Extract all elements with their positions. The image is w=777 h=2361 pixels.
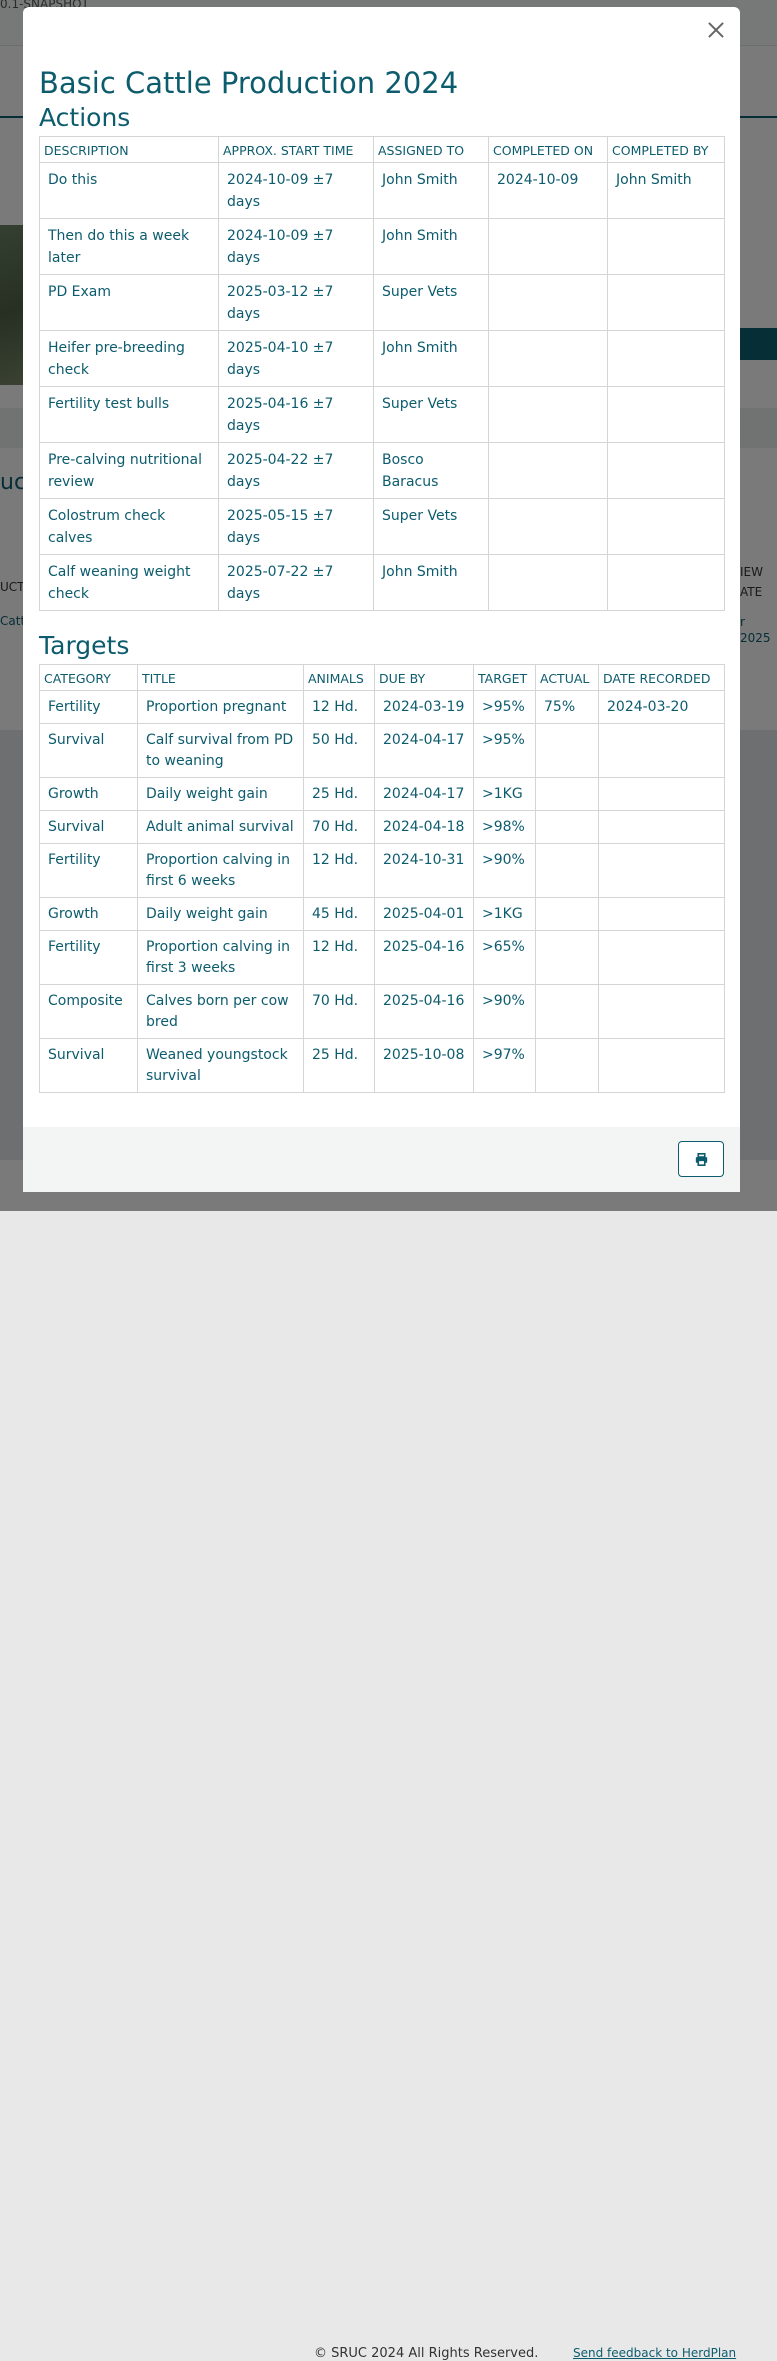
- targets-cell: >98%: [474, 811, 536, 844]
- feedback-link: Send feedback to HerdPlan: [573, 2346, 737, 2360]
- actions-cell: John Smith: [374, 163, 489, 219]
- actions-cell: Calf weaning weight check: [40, 555, 219, 611]
- targets-cell: [536, 844, 599, 898]
- copyright-text: © SRUC 2024 All Rights Reserved.: [314, 2346, 539, 2361]
- targets-cell: [599, 898, 725, 931]
- targets-cell: 2024-04-17: [375, 724, 474, 778]
- actions-cell: 2024-10-09 ±7 days: [219, 163, 374, 219]
- targets-cell: [599, 931, 725, 985]
- targets-cell: Fertility: [40, 691, 138, 724]
- targets-cell: 25 Hd.: [304, 1039, 375, 1093]
- targets-cell: 12 Hd.: [304, 931, 375, 985]
- table-row: [40, 724, 725, 778]
- targets-cell: >97%: [474, 1039, 536, 1093]
- targets-cell: 2025-04-16: [375, 985, 474, 1039]
- actions-cell: 2025-04-16 ±7 days: [219, 387, 374, 443]
- targets-cell: >95%: [474, 724, 536, 778]
- table-row: [40, 163, 725, 219]
- targets-cell: Fertility: [40, 844, 138, 898]
- targets-cell: Survival: [40, 1039, 138, 1093]
- printer-icon: [695, 1153, 708, 1166]
- targets-cell: >1KG: [474, 898, 536, 931]
- targets-column-header: ACTUAL: [536, 665, 599, 691]
- targets-cell: Growth: [40, 898, 138, 931]
- targets-cell: Daily weight gain: [138, 898, 304, 931]
- actions-cell: John Smith: [374, 331, 489, 387]
- targets-cell: Calf survival from PD to weaning: [138, 724, 304, 778]
- table-row: [40, 931, 725, 985]
- targets-cell: Survival: [40, 724, 138, 778]
- targets-cell: 2025-04-16: [375, 931, 474, 985]
- targets-cell: >95%: [474, 691, 536, 724]
- table-row: [40, 811, 725, 844]
- table-row: [40, 985, 725, 1039]
- targets-cell: 2024-03-19: [375, 691, 474, 724]
- targets-cell: 45 Hd.: [304, 898, 375, 931]
- actions-cell: Fertility test bulls: [40, 387, 219, 443]
- targets-cell: 25 Hd.: [304, 778, 375, 811]
- targets-cell: Proportion pregnant: [138, 691, 304, 724]
- targets-column-header: ANIMALS: [304, 665, 375, 691]
- actions-column-header: ASSIGNED TO: [374, 137, 489, 163]
- table-row: [40, 1039, 725, 1093]
- actions-cell: PD Exam: [40, 275, 219, 331]
- actions-column-header: COMPLETED ON: [489, 137, 608, 163]
- actions-cell: [489, 275, 608, 331]
- modal-title: Basic Cattle Production 2024: [39, 66, 459, 100]
- plan-modal: [23, 7, 740, 1192]
- targets-table: [39, 664, 725, 1093]
- actions-column-header: APPROX. START TIME: [219, 137, 374, 163]
- actions-cell: Do this: [40, 163, 219, 219]
- targets-cell: 70 Hd.: [304, 985, 375, 1039]
- actions-cell: Super Vets: [374, 387, 489, 443]
- actions-cell: [489, 499, 608, 555]
- targets-cell: 2024-04-17: [375, 778, 474, 811]
- targets-cell: [599, 778, 725, 811]
- targets-cell: [599, 724, 725, 778]
- targets-cell: 12 Hd.: [304, 844, 375, 898]
- targets-cell: Adult animal survival: [138, 811, 304, 844]
- actions-cell: Super Vets: [374, 499, 489, 555]
- actions-header-row: [40, 137, 725, 163]
- actions-cell: 2025-07-22 ±7 days: [219, 555, 374, 611]
- targets-cell: 2025-04-01: [375, 898, 474, 931]
- actions-cell: [608, 275, 725, 331]
- actions-cell: Super Vets: [374, 275, 489, 331]
- targets-cell: [536, 898, 599, 931]
- targets-cell: 2024-04-18: [375, 811, 474, 844]
- targets-cell: 12 Hd.: [304, 691, 375, 724]
- actions-cell: 2024-10-09: [489, 163, 608, 219]
- targets-cell: >90%: [474, 985, 536, 1039]
- modal-footer: [23, 1127, 740, 1192]
- targets-cell: [536, 724, 599, 778]
- actions-column-header: COMPLETED BY: [608, 137, 725, 163]
- targets-cell: Weaned youngstock survival: [138, 1039, 304, 1093]
- targets-header-row: [40, 665, 725, 691]
- targets-cell: [536, 931, 599, 985]
- actions-heading: Actions: [39, 103, 131, 132]
- table-row: [40, 275, 725, 331]
- table-row: [40, 499, 725, 555]
- modal-body: [39, 65, 724, 1093]
- actions-cell: Bosco Baracus: [374, 443, 489, 499]
- actions-cell: [608, 387, 725, 443]
- table-row: [40, 331, 725, 387]
- targets-cell: 2024-03-20: [599, 691, 725, 724]
- targets-cell: 2024-10-31: [375, 844, 474, 898]
- actions-cell: [608, 555, 725, 611]
- targets-column-header: DUE BY: [375, 665, 474, 691]
- actions-cell: 2025-04-10 ±7 days: [219, 331, 374, 387]
- actions-cell: [608, 499, 725, 555]
- actions-cell: John Smith: [374, 219, 489, 275]
- targets-heading: Targets: [39, 631, 130, 660]
- actions-cell: [489, 331, 608, 387]
- actions-cell: [489, 219, 608, 275]
- actions-cell: Then do this a week later: [40, 219, 219, 275]
- actions-cell: 2025-04-22 ±7 days: [219, 443, 374, 499]
- actions-cell: Colostrum check calves: [40, 499, 219, 555]
- table-row: [40, 898, 725, 931]
- actions-cell: [489, 387, 608, 443]
- actions-cell: Pre-calving nutritional review: [40, 443, 219, 499]
- close-icon[interactable]: [706, 20, 726, 40]
- targets-cell: [536, 985, 599, 1039]
- targets-column-header: CATEGORY: [40, 665, 138, 691]
- actions-cell: [608, 331, 725, 387]
- targets-cell: >1KG: [474, 778, 536, 811]
- targets-cell: [536, 778, 599, 811]
- actions-column-header: DESCRIPTION: [40, 137, 219, 163]
- print-button[interactable]: [678, 1141, 724, 1177]
- actions-cell: 2025-03-12 ±7 days: [219, 275, 374, 331]
- targets-cell: [599, 811, 725, 844]
- targets-cell: [599, 1039, 725, 1093]
- actions-cell: [608, 443, 725, 499]
- targets-cell: 75%: [536, 691, 599, 724]
- table-row: [40, 778, 725, 811]
- table-row: [40, 555, 725, 611]
- actions-cell: [608, 219, 725, 275]
- table-row: [40, 387, 725, 443]
- targets-column-header: TITLE: [138, 665, 304, 691]
- actions-cell: Heifer pre-breeding check: [40, 331, 219, 387]
- targets-cell: Composite: [40, 985, 138, 1039]
- targets-cell: Proportion calving in first 3 weeks: [138, 931, 304, 985]
- targets-cell: Fertility: [40, 931, 138, 985]
- targets-cell: 70 Hd.: [304, 811, 375, 844]
- targets-cell: Calves born per cow bred: [138, 985, 304, 1039]
- targets-cell: >90%: [474, 844, 536, 898]
- targets-table-body: [40, 691, 725, 1093]
- targets-cell: >65%: [474, 931, 536, 985]
- targets-cell: [599, 844, 725, 898]
- targets-cell: [599, 985, 725, 1039]
- targets-cell: Daily weight gain: [138, 778, 304, 811]
- targets-cell: [536, 1039, 599, 1093]
- actions-cell: John Smith: [608, 163, 725, 219]
- targets-cell: 50 Hd.: [304, 724, 375, 778]
- targets-cell: Proportion calving in first 6 weeks: [138, 844, 304, 898]
- actions-table-body: [40, 163, 725, 611]
- actions-cell: [489, 443, 608, 499]
- table-row: [40, 219, 725, 275]
- targets-cell: 2025-10-08: [375, 1039, 474, 1093]
- targets-cell: Survival: [40, 811, 138, 844]
- table-row: [40, 443, 725, 499]
- actions-cell: 2025-05-15 ±7 days: [219, 499, 374, 555]
- actions-cell: John Smith: [374, 555, 489, 611]
- targets-cell: [536, 811, 599, 844]
- actions-table: [39, 136, 725, 611]
- actions-cell: [489, 555, 608, 611]
- actions-cell: 2024-10-09 ±7 days: [219, 219, 374, 275]
- table-row: [40, 844, 725, 898]
- targets-column-header: DATE RECORDED: [599, 665, 725, 691]
- targets-column-header: TARGET: [474, 665, 536, 691]
- targets-cell: Growth: [40, 778, 138, 811]
- table-row: [40, 691, 725, 724]
